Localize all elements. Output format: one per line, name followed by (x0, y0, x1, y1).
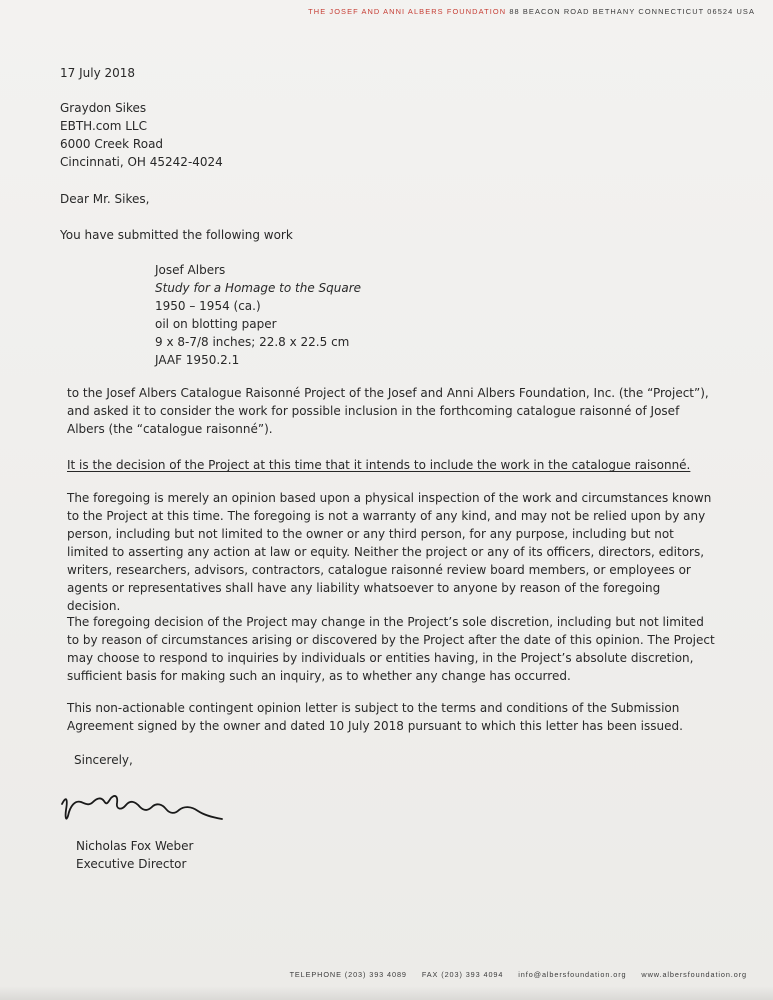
salutation: Dear Mr. Sikes, (60, 192, 150, 206)
signature-image (58, 786, 228, 828)
artwork-artist: Josef Albers (155, 263, 226, 277)
footer-email: info@albersfoundation.org (518, 970, 627, 979)
recipient-street: 6000 Creek Road (60, 137, 164, 151)
artwork-title: Study for a Homage to the Square (155, 281, 362, 295)
footer-contact (240, 970, 747, 979)
signer-block (76, 837, 193, 873)
letterhead-address: 88 BEACON ROAD BETHANY CONNECTICUT 06524 USA (509, 7, 755, 16)
closing: Sincerely, (74, 753, 133, 767)
letterhead-foundation-name: THE JOSEF AND ANNI ALBERS FOUNDATION (308, 7, 507, 16)
recipient-company: EBTH.com LLC (60, 119, 147, 133)
signer-name: Nicholas Fox Weber (76, 839, 194, 853)
artwork-medium: oil on blotting paper (155, 317, 277, 331)
recipient-address (60, 99, 223, 171)
artwork-details (155, 261, 361, 369)
footer-fax: FAX (203) 393 4094 (421, 970, 504, 979)
opinion-paragraph: The foregoing is merely an opinion based upon a physical inspection of the work and circumstances known to the Project at this time. The foregoing is not a warranty of any kind, and may not be relied upon by any person, including but not limited to the owner or any third person, for any purpose, including but not limited to asserting any action at law or equity. Neither the project or any of its officers, directors, editors, writers, researchers, advisors, contractors, catalogue raisonné review board members, or employees or agents or representatives shall have any liability whatsoever to anyone by reason of the foregoing decision. (67, 491, 712, 613)
footer-telephone: TELEPHONE (203) 393 4089 (289, 970, 407, 979)
artwork-reference: JAAF 1950.2.1 (155, 353, 240, 367)
letter-date: 17 July 2018 (60, 66, 136, 80)
decision-statement: It is the decision of the Project at this time that it intends to include the work in the catalogue raisonné. (67, 458, 691, 472)
letterhead (188, 7, 755, 17)
intro-line: You have submitted the following work (60, 228, 293, 242)
change-paragraph: The foregoing decision of the Project may change in the Project’s sole discretion, including but not limited to by reason of circumstances arising or discovered by the Project after the date of this opinion. The Project may choose to respond to inquiries by individuals or entities having, in the Project’s absolute discretion, sufficient basis for making such an inquiry, as to whether any change has occurred. (67, 615, 715, 683)
artwork-dimensions: 9 x 8-7/8 inches; 22.8 x 22.5 cm (155, 335, 350, 349)
artwork-date: 1950 – 1954 (ca.) (155, 299, 261, 313)
recipient-city: Cincinnati, OH 45242-4024 (60, 155, 223, 169)
submission-paragraph: to the Josef Albers Catalogue Raisonné Project of the Josef and Anni Albers Foundation, Inc. (the “Project”), and asked it to consider the work for possible inclusion in the forthcoming catalogue raisonné of Josef Albers (the “catalogue raisonné”). (67, 386, 709, 436)
footer-website: www.albersfoundation.org (641, 970, 747, 979)
terms-paragraph: This non-actionable contingent opinion letter is subject to the terms and conditions of the Submission Agreement signed by the owner and dated 10 July 2018 pursuant to which this letter has been issued. (67, 701, 683, 733)
recipient-name: Graydon Sikes (60, 101, 147, 115)
signer-title: Executive Director (76, 857, 187, 871)
